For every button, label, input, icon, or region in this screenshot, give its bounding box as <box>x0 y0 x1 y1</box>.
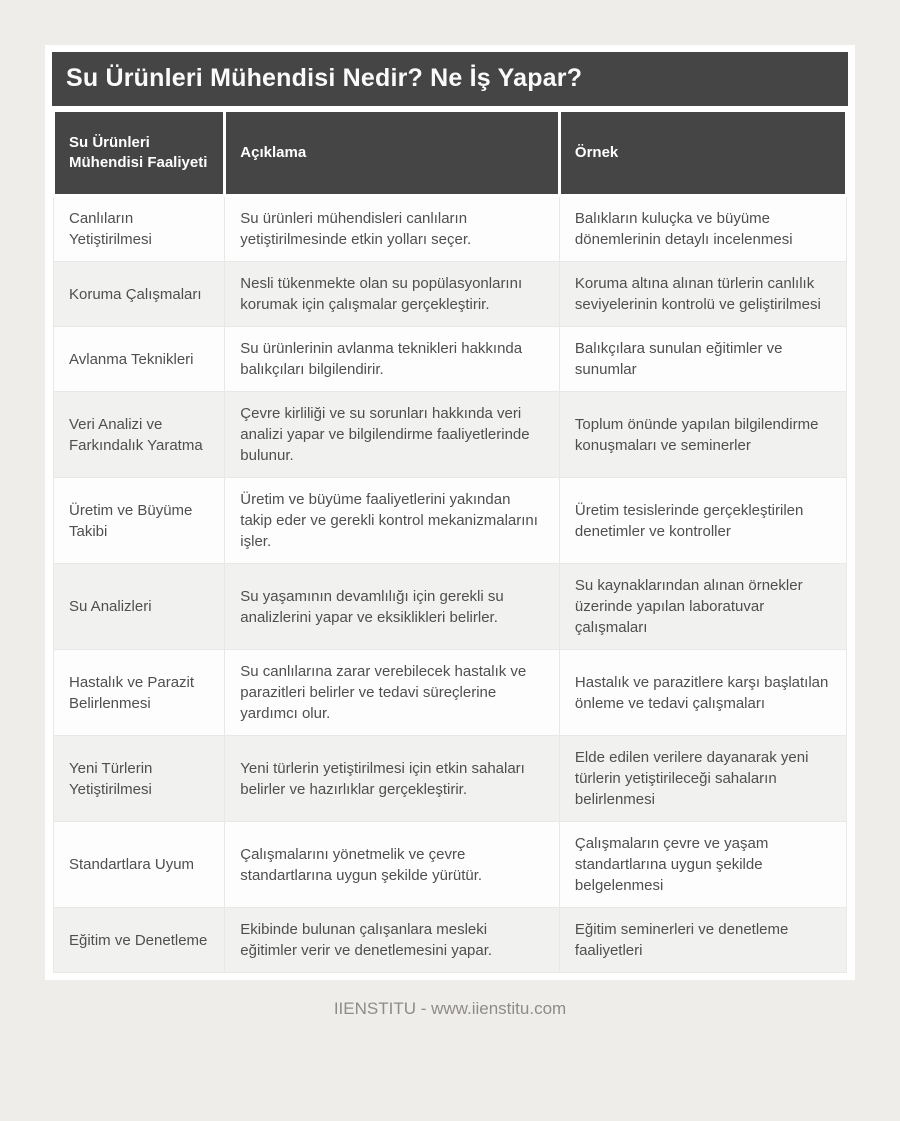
cell-ornek: Balıkçılara sunulan eğitimler ve sunumlar <box>559 327 846 392</box>
cell-faaliyet: Standartlara Uyum <box>54 822 225 908</box>
cell-ornek: Toplum önünde yapılan bilgilendirme konuşmaları ve seminerler <box>559 392 846 478</box>
cell-ornek: Eğitim seminerleri ve denetleme faaliyetleri <box>559 908 846 973</box>
table-row <box>54 392 847 478</box>
cell-aciklama: Su ürünleri mühendisleri canlıların yetiştirilmesinde etkin yolları seçer. <box>225 196 560 262</box>
cell-faaliyet: Yeni Türlerin Yetiştirilmesi <box>54 736 225 822</box>
cell-faaliyet: Veri Analizi ve Farkındalık Yaratma <box>54 392 225 478</box>
title-bar <box>52 52 848 106</box>
column-header-aciklama: Açıklama <box>225 111 560 196</box>
table-row <box>54 650 847 736</box>
page-background <box>0 45 900 1019</box>
table-row <box>54 564 847 650</box>
cell-faaliyet: Koruma Çalışmaları <box>54 262 225 327</box>
cell-faaliyet: Hastalık ve Parazit Belirlenmesi <box>54 650 225 736</box>
cell-aciklama: Yeni türlerin yetiştirilmesi için etkin sahaları belirler ve hazırlıklar gerçekleştirir. <box>225 736 560 822</box>
cell-ornek: Balıkların kuluçka ve büyüme dönemlerinin detaylı incelenmesi <box>559 196 846 262</box>
table-body <box>54 196 847 973</box>
table-row <box>54 736 847 822</box>
column-header-ornek: Örnek <box>559 111 846 196</box>
cell-ornek: Koruma altına alınan türlerin canlılık seviyelerinin kontrolü ve geliştirilmesi <box>559 262 846 327</box>
table-row <box>54 822 847 908</box>
cell-faaliyet: Avlanma Teknikleri <box>54 327 225 392</box>
cell-faaliyet: Eğitim ve Denetleme <box>54 908 225 973</box>
cell-aciklama: Üretim ve büyüme faaliyetlerini yakından takip eder ve gerekli kontrol mekanizmalarını işler. <box>225 478 560 564</box>
cell-aciklama: Su yaşamının devamlılığı için gerekli su analizlerini yapar ve eksiklikleri belirler. <box>225 564 560 650</box>
cell-aciklama: Su canlılarına zarar verebilecek hastalık ve parazitleri belirler ve tedavi süreçlerine yardımcı olur. <box>225 650 560 736</box>
cell-aciklama: Çalışmalarını yönetmelik ve çevre standartlarına uygun şekilde yürütür. <box>225 822 560 908</box>
cell-aciklama: Çevre kirliliği ve su sorunları hakkında veri analizi yapar ve bilgilendirme faaliyetlerinde bulunur. <box>225 392 560 478</box>
table-row <box>54 908 847 973</box>
table-row <box>54 478 847 564</box>
cell-aciklama: Ekibinde bulunan çalışanlara mesleki eğitimler verir ve denetlemesini yapar. <box>225 908 560 973</box>
cell-ornek: Elde edilen verilere dayanarak yeni türlerin yetiştirileceği sahaların belirlenmesi <box>559 736 846 822</box>
table-row <box>54 327 847 392</box>
cell-aciklama: Nesli tükenmekte olan su popülasyonlarını korumak için çalışmalar gerçekleştirir. <box>225 262 560 327</box>
cell-ornek: Su kaynaklarından alınan örnekler üzerinde yapılan laboratuvar çalışmaları <box>559 564 846 650</box>
cell-ornek: Çalışmaların çevre ve yaşam standartlarına uygun şekilde belgelenmesi <box>559 822 846 908</box>
cell-faaliyet: Su Analizleri <box>54 564 225 650</box>
column-header-faaliyet: Su Ürünleri Mühendisi Faaliyeti <box>54 111 225 196</box>
cell-faaliyet: Canlıların Yetiştirilmesi <box>54 196 225 262</box>
activities-table <box>52 109 848 973</box>
cell-aciklama: Su ürünlerinin avlanma teknikleri hakkında balıkçıları bilgilendirir. <box>225 327 560 392</box>
cell-faaliyet: Üretim ve Büyüme Takibi <box>54 478 225 564</box>
footer <box>0 999 900 1019</box>
table-header-row <box>54 111 847 196</box>
table-row <box>54 196 847 262</box>
cell-ornek: Hastalık ve parazitlere karşı başlatılan önleme ve tedavi çalışmaları <box>559 650 846 736</box>
footer-credit: IIENSTITU - www.iienstitu.com <box>333 999 567 1018</box>
table-row <box>54 262 847 327</box>
page-title: Su Ürünleri Mühendisi Nedir? Ne İş Yapar? <box>66 64 583 92</box>
cell-ornek: Üretim tesislerinde gerçekleştirilen denetimler ve kontroller <box>559 478 846 564</box>
infographic-card <box>45 45 855 980</box>
